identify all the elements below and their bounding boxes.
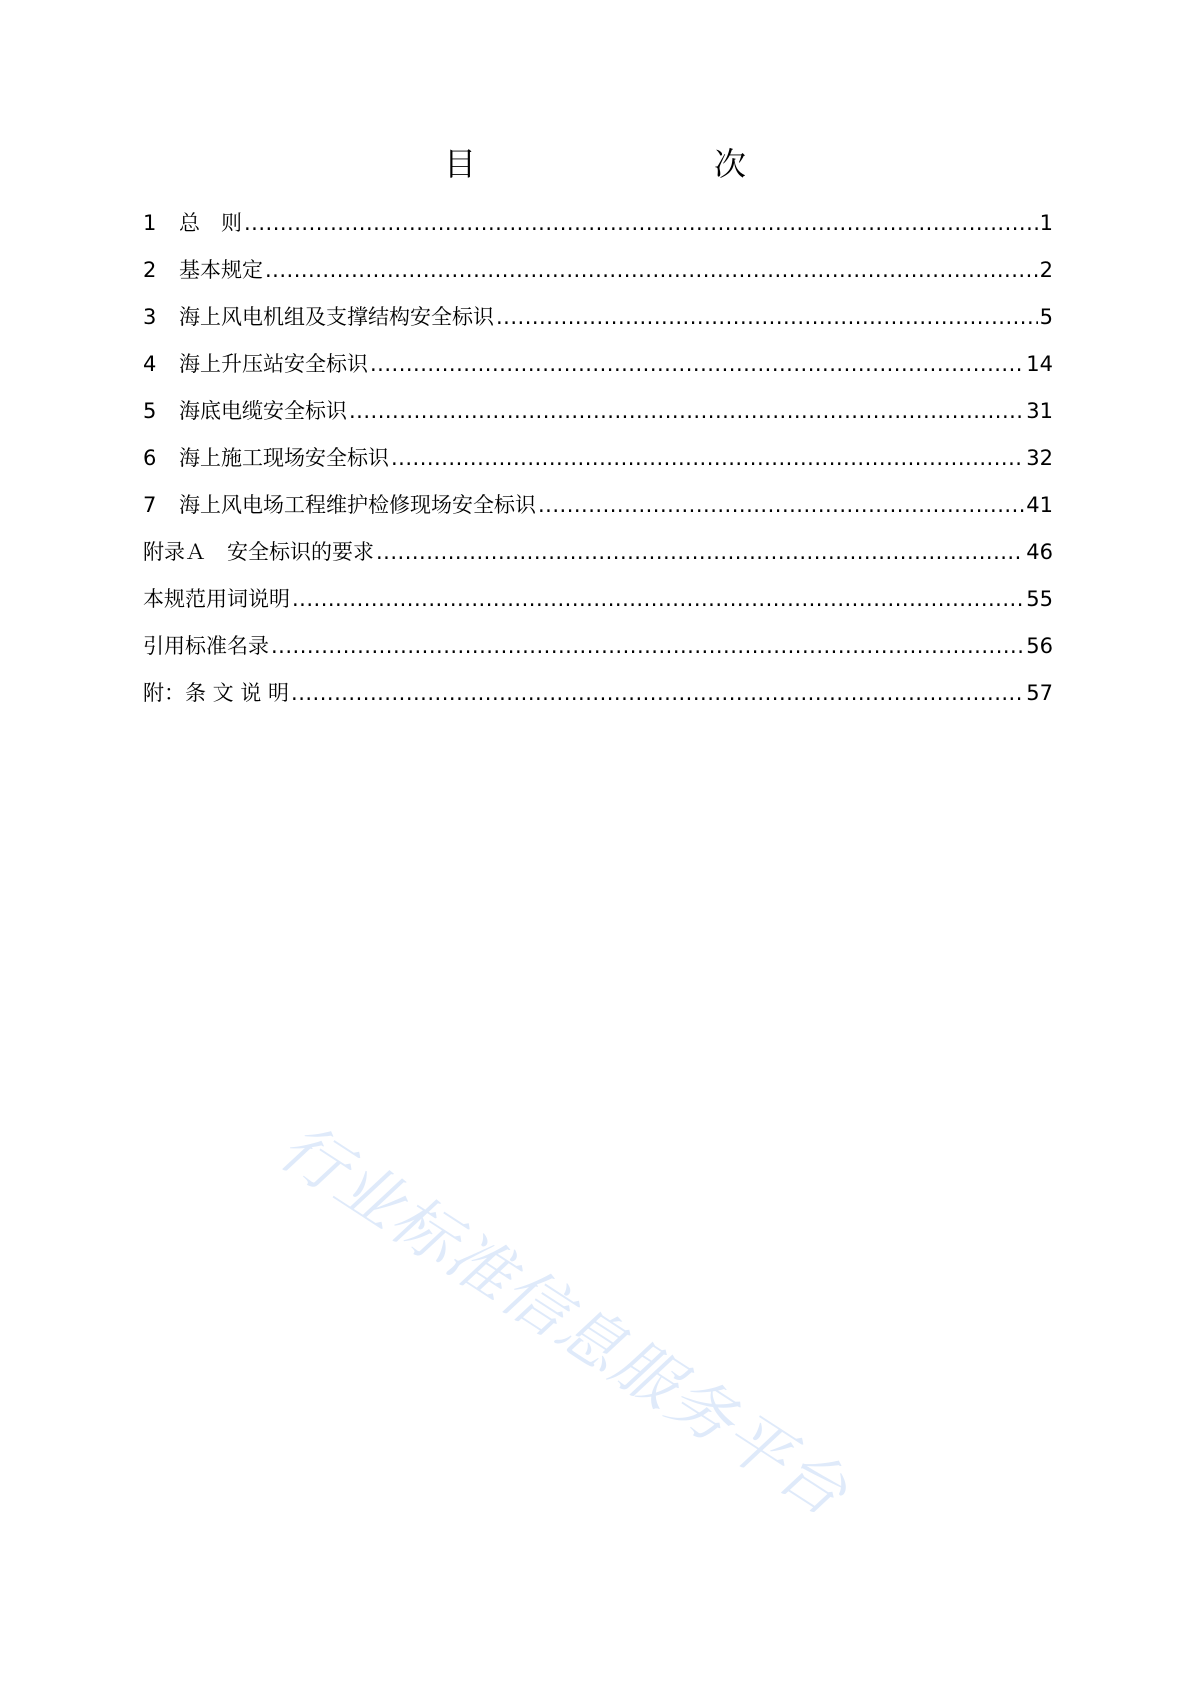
toc-entry-page: 46 <box>1026 540 1053 564</box>
toc-entry-label: 海上风电场工程维护检修现场安全标识 <box>179 493 536 517</box>
toc-leader-dots <box>391 435 1024 482</box>
toc-entry[interactable] <box>143 388 1053 435</box>
toc-entry-number: 2 <box>143 258 157 282</box>
toc-entry-label: 本规范用词说明 <box>143 587 290 611</box>
toc-entry-label: 引用标准名录 <box>143 634 269 658</box>
toc-entry-label: 附：条 文 说 明 <box>143 681 290 705</box>
toc-entry-number: 3 <box>143 305 157 329</box>
toc-entry-label: 附录Ａ 安全标识的要求 <box>143 540 374 564</box>
toc-entry-page: 55 <box>1026 587 1053 611</box>
toc-entry[interactable] <box>143 576 1053 623</box>
toc-entry-page: 2 <box>1039 258 1053 282</box>
toc-leader-dots <box>244 200 1038 247</box>
toc-leader-dots <box>496 294 1038 341</box>
watermark-glyph: 标 <box>377 1181 473 1280</box>
table-of-contents <box>143 200 1053 717</box>
toc-leader-dots <box>376 529 1024 576</box>
toc-leader-dots <box>271 623 1024 670</box>
toc-entry-number: 5 <box>143 399 157 423</box>
toc-entry-label: 海上风电机组及支撑结构安全标识 <box>179 305 494 329</box>
toc-entry[interactable] <box>143 670 1053 717</box>
toc-entry-page: 32 <box>1026 446 1053 470</box>
watermark <box>265 1097 869 1534</box>
watermark-glyph: 服 <box>598 1325 695 1424</box>
toc-entry[interactable] <box>143 341 1053 388</box>
toc-entry-page: 31 <box>1026 399 1053 423</box>
toc-entry-number: 4 <box>143 352 157 376</box>
toc-leader-dots <box>370 341 1024 388</box>
toc-entry[interactable] <box>143 247 1053 294</box>
toc-entry-label: 基本规定 <box>179 258 263 282</box>
toc-entry-label: 海底电缆安全标识 <box>179 399 347 423</box>
toc-entry-page: 1 <box>1039 211 1053 235</box>
toc-leader-dots <box>265 247 1038 294</box>
toc-leader-dots <box>291 670 1024 717</box>
toc-entry[interactable] <box>143 200 1053 247</box>
toc-entry-number: 6 <box>143 446 157 470</box>
toc-entry-page: 56 <box>1026 634 1053 658</box>
toc-entry-page: 41 <box>1026 493 1053 517</box>
watermark-glyph: 准 <box>432 1217 529 1316</box>
toc-entry-page: 5 <box>1039 305 1053 329</box>
toc-entry-label: 海上施工现场安全标识 <box>179 446 389 470</box>
toc-entry-page: 14 <box>1026 352 1053 376</box>
toc-entry-label: 海上升压站安全标识 <box>179 352 368 376</box>
toc-title: 目 次 <box>443 145 804 183</box>
toc-entry[interactable] <box>143 482 1053 529</box>
toc-entry[interactable] <box>143 294 1053 341</box>
toc-entry-label: 总 则 <box>179 211 242 235</box>
toc-entry-number: 1 <box>143 211 157 235</box>
watermark-glyph: 信 <box>487 1253 584 1352</box>
toc-entry-page: 57 <box>1026 681 1053 705</box>
toc-leader-dots <box>538 482 1024 529</box>
watermark-glyph: 业 <box>321 1145 418 1244</box>
watermark-glyph: 台 <box>764 1433 861 1532</box>
watermark-glyph: 务 <box>654 1361 750 1460</box>
toc-leader-dots <box>349 388 1024 435</box>
toc-leader-dots <box>292 576 1024 623</box>
watermark-glyph: 息 <box>543 1289 639 1388</box>
toc-entry-number: 7 <box>143 493 157 517</box>
watermark-glyph: 行 <box>266 1110 363 1209</box>
watermark-glyph: 平 <box>709 1397 806 1496</box>
toc-entry[interactable] <box>143 623 1053 670</box>
toc-entry[interactable] <box>143 529 1053 576</box>
toc-entry[interactable] <box>143 435 1053 482</box>
